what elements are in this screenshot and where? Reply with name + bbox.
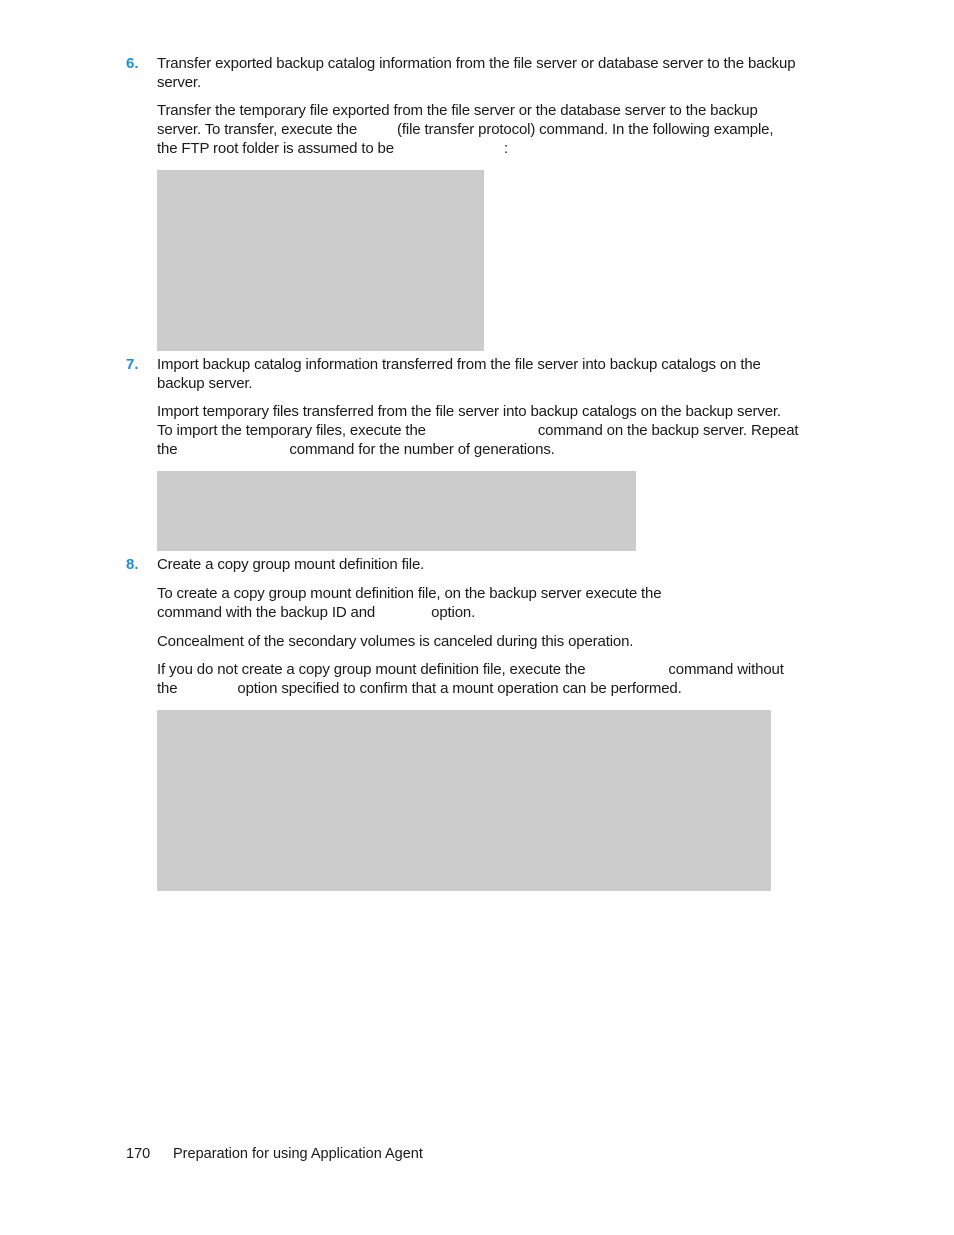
- step-6-body-line-3-end: :: [503, 140, 508, 157]
- step-6-body-line-1: Transfer the temporary file exported from the file server or the database server to the backup: [157, 102, 758, 119]
- step-6-body-line-2: [157, 120, 773, 139]
- step-6-body-line-3: [157, 139, 508, 158]
- step-6-body-line-2-start: server. To transfer, execute the: [157, 121, 358, 138]
- step-6-number: 6.: [126, 55, 139, 72]
- step-8-p1-line-1: To create a copy group mount definition file, on the backup server execute the: [157, 585, 662, 602]
- step-8-p3-line-2-end: option specified to confirm that a mount operation can be performed.: [237, 680, 682, 697]
- step-8-p3-line-1-start: If you do not create a copy group mount definition file, execute the: [157, 661, 586, 678]
- step-8-p3-line-1-end: command without: [668, 661, 784, 678]
- step-8-p3-line-2-start: the: [157, 680, 178, 697]
- step-8-p1-line-2: [157, 603, 475, 622]
- step-8-p3-line-1: [157, 660, 784, 679]
- step-8-p2: Concealment of the secondary volumes is canceled during this operation.: [157, 633, 634, 650]
- step-6-body-line-2-end: (file transfer protocol) command. In the following example,: [397, 121, 774, 138]
- step-6-heading-line-2: server.: [157, 74, 201, 91]
- step-7-body-line-3-start: the: [157, 441, 178, 458]
- step-7-body-line-2-start: To import the temporary files, execute the: [157, 422, 426, 439]
- step-8-p1-line-2-end: option.: [431, 604, 476, 621]
- step-6-heading-line-1: Transfer exported backup catalog information from the file server or database server to the backup: [157, 55, 796, 72]
- step-7-body-line-1: Import temporary files transferred from the file server into backup catalogs on the backup server.: [157, 403, 781, 420]
- step-6-body-line-3-start: the FTP root folder is assumed to be: [157, 140, 394, 157]
- step-7-body-line-2-end: command on the backup server. Repeat: [537, 422, 799, 439]
- step-8-number: 8.: [126, 556, 139, 573]
- step-7-body-line-3: [157, 440, 555, 459]
- code-example-block: [157, 710, 771, 891]
- step-7-body-line-2: [157, 421, 798, 440]
- step-8-heading-line-1: Create a copy group mount definition file.: [157, 556, 425, 573]
- step-7-heading-line-2: backup server.: [157, 375, 253, 392]
- page-number: 170: [126, 1146, 151, 1162]
- step-7-number: 7.: [126, 356, 139, 373]
- chapter-title: Preparation for using Application Agent: [173, 1146, 423, 1162]
- step-7-body-line-3-end: command for the number of generations.: [289, 441, 555, 458]
- code-example-block: [157, 170, 484, 351]
- code-example-block: [157, 471, 636, 551]
- step-8-p3-line-2: [157, 679, 682, 698]
- step-8-p1-line-2-start: command with the backup ID and: [157, 604, 376, 621]
- step-7-heading-line-1: Import backup catalog information transferred from the file server into backup catalogs on the: [157, 356, 761, 373]
